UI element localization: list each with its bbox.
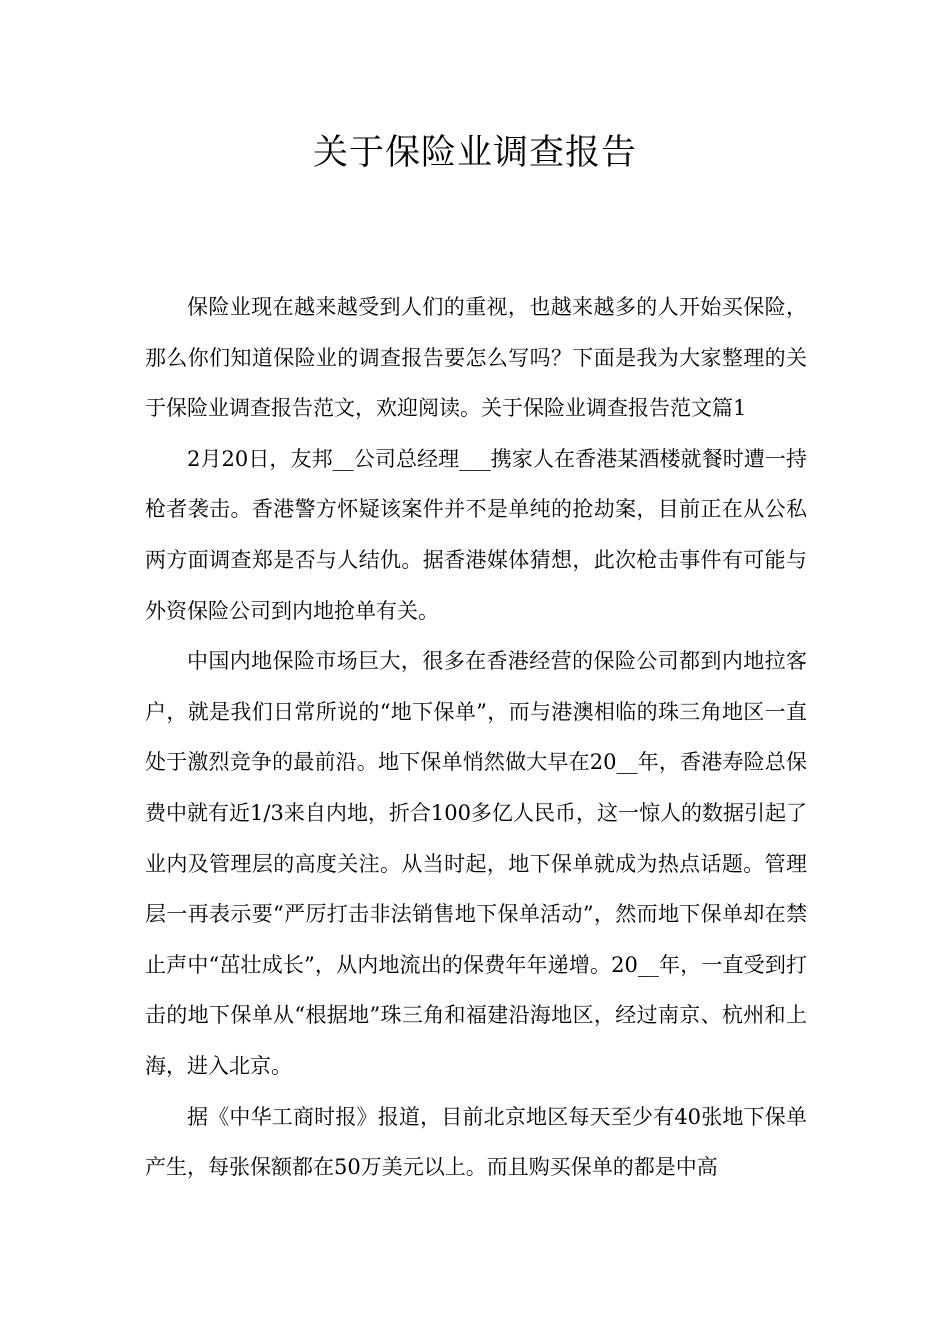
paragraph-report: 据《中华工商时报》报道，目前北京地区每天至少有40张地下保单产生，每张保额都在50万美元以上。而且购买保单的都是中高 xyxy=(145,1104,807,1180)
document-body xyxy=(145,282,807,1193)
paragraph-incident: 2月20日，友邦__公司总经理___携家人在香港某酒楼就餐时遭一持枪者袭击。香港警方怀疑该案件并不是单纯的抢劫案，目前正在从公私两方面调查郑是否与人结仇。据香港媒体猜想，此次枪击事件有可能与外资保险公司到内地抢单有关。 xyxy=(145,446,807,623)
document-title: 关于保险业调查报告 xyxy=(312,133,637,173)
paragraph-intro: 保险业现在越来越受到人们的重视，也越来越多的人开始买保险，那么你们知道保险业的调查报告要怎么写吗？下面是我为大家整理的关于保险业调查报告范文，欢迎阅读。关于保险业调查报告范文篇1 xyxy=(145,295,807,421)
paragraph-market: 中国内地保险市场巨大，很多在香港经营的保险公司都到内地拉客户，就是我们日常所说的“地下保单”，而与港澳相临的珠三角地区一直处于激烈竞争的最前沿。地下保单悄然做大早在20__年，香港寿险总保费中就有近1/3来自内地，折合100多亿人民币，这一惊人的数据引起了业内及管理层的高度关注。从当时起，地下保单就成为热点话题。管理层一再表示要“严厉打击非法销售地下保单活动”，然而地下保单却在禁止声中“茁壮成长”，从内地流出的保费年年递增。20__年，一直受到打击的地下保单从“根据地”珠三角和福建沿海地区，经过南京、杭州和上海，进入北京。 xyxy=(145,649,807,1078)
